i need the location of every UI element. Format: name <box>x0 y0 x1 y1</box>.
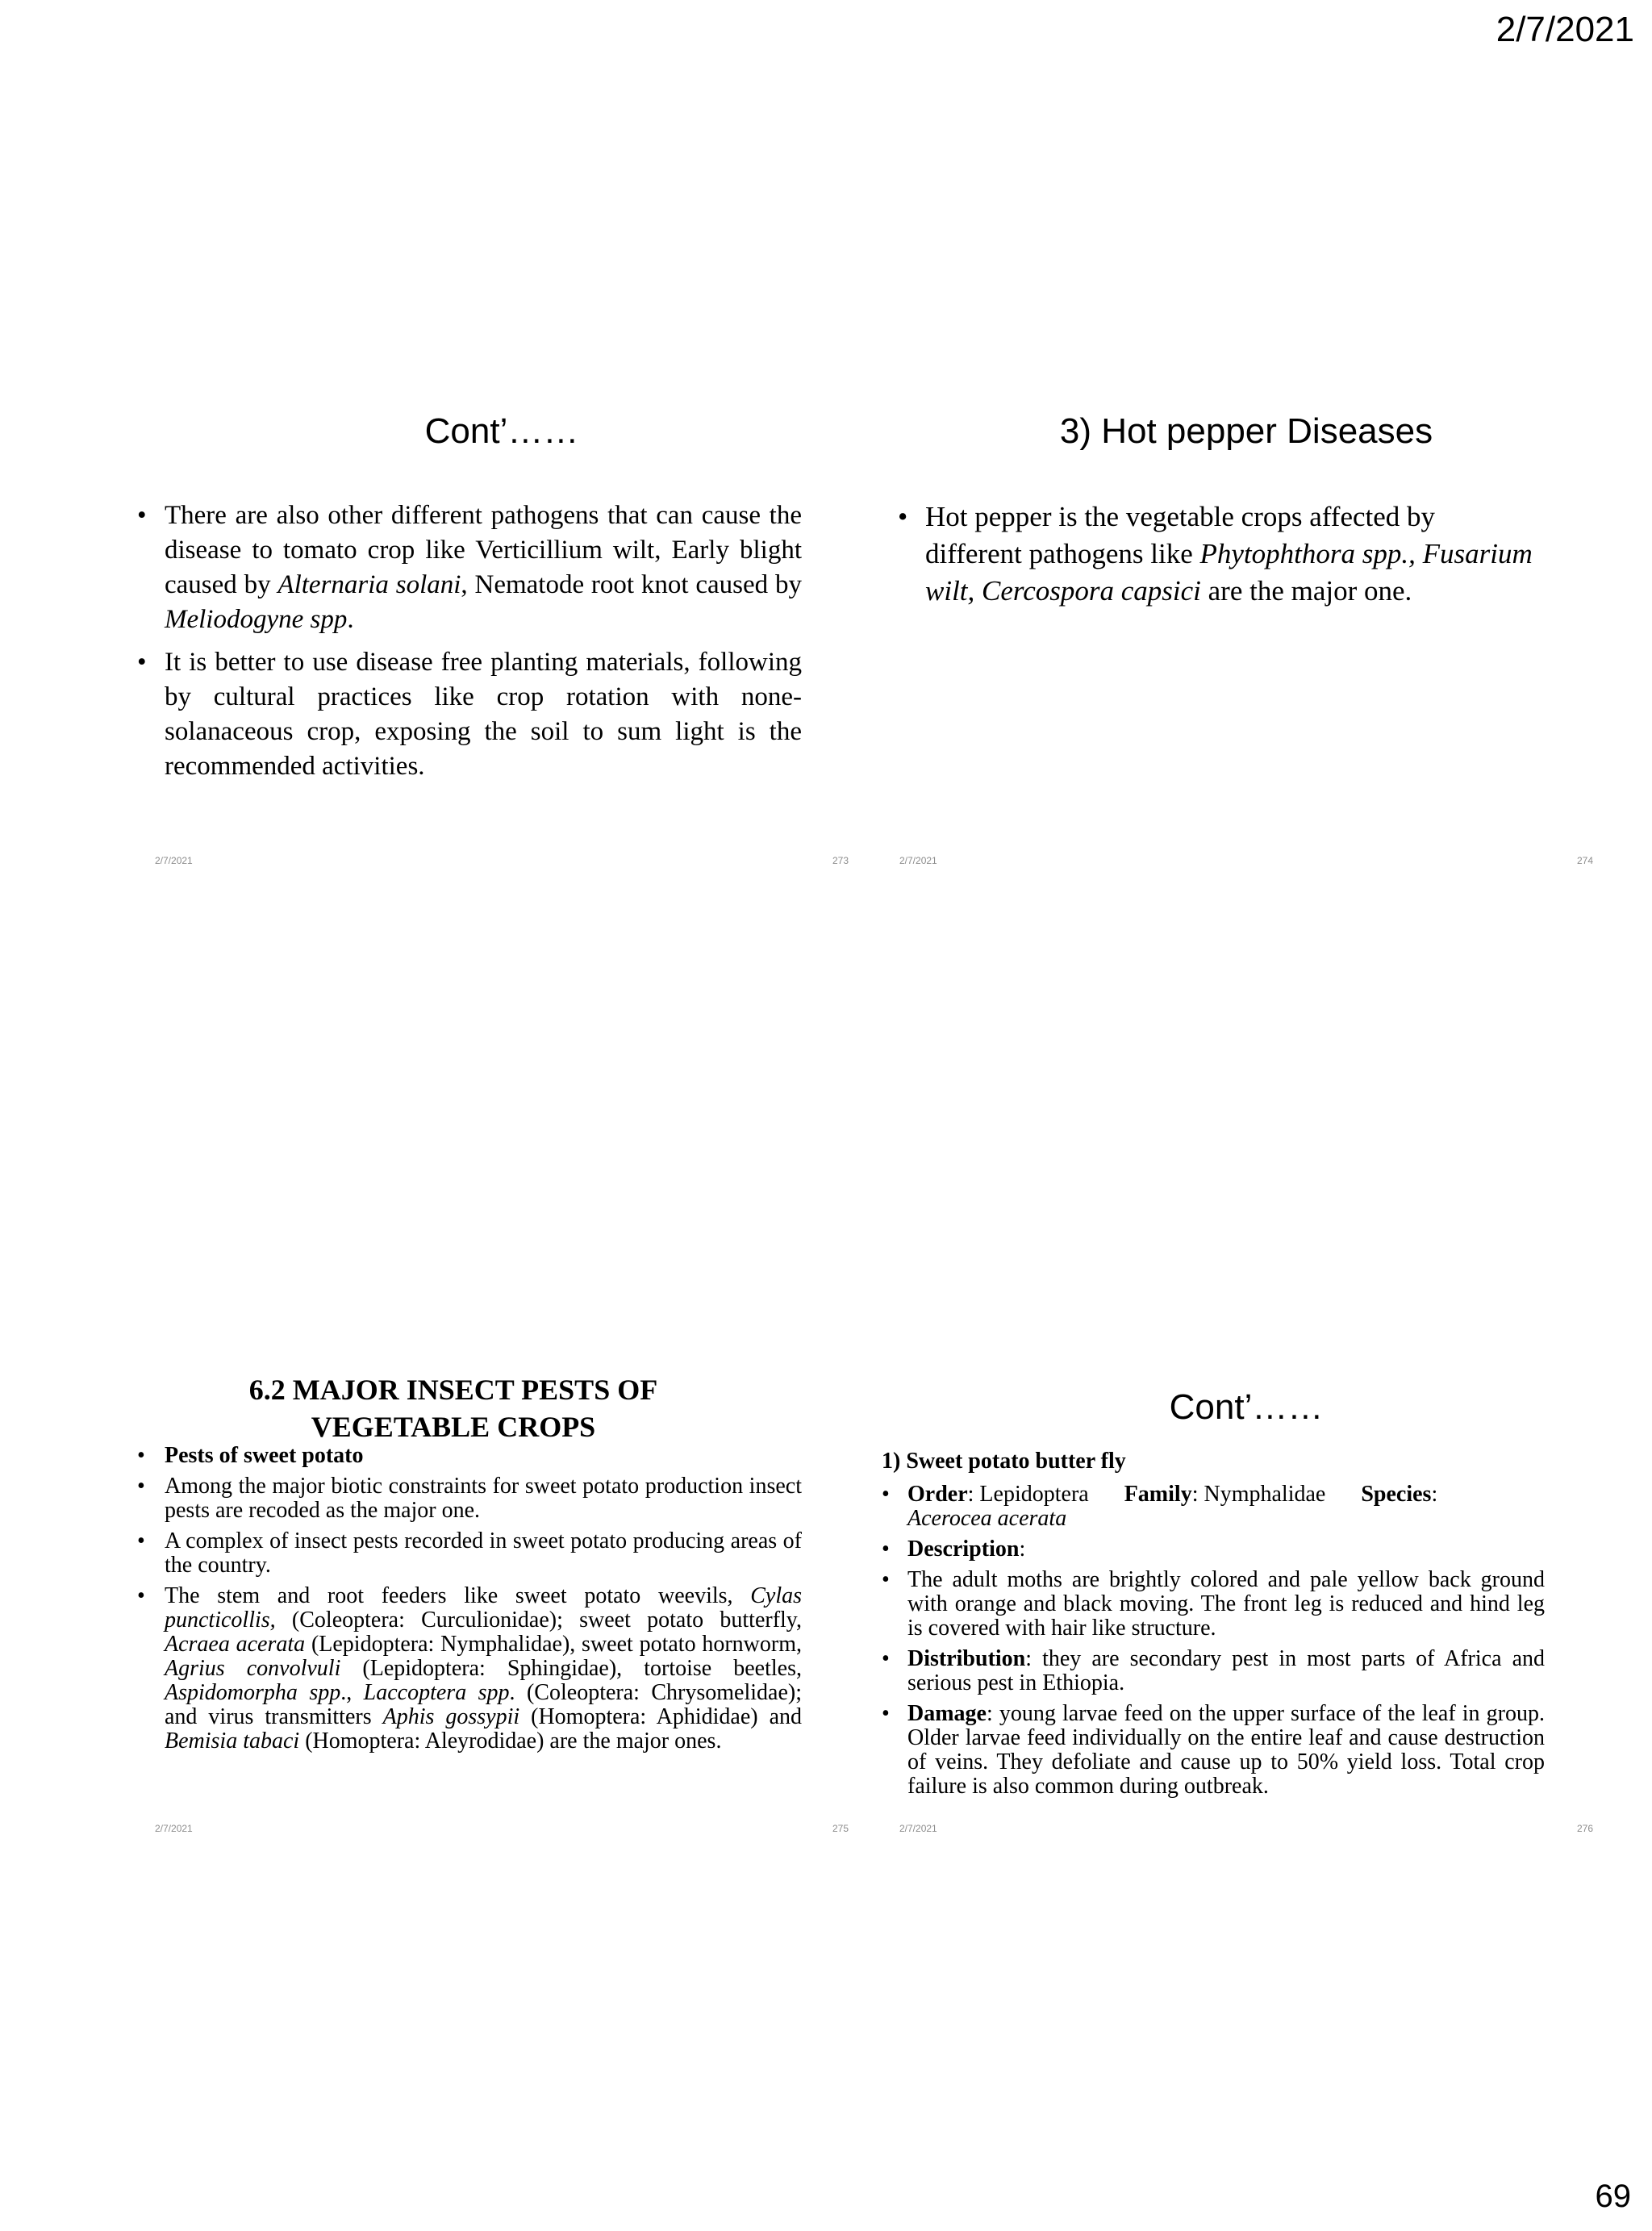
slide-number: 273 <box>832 855 849 866</box>
list-item: • The stem and root feeders like sweet potato weevils, Cylas puncticollis, (Coleoptera: Curculionidae); sweet potato butterfly, Acraea acerata (Lepidoptera: Nymphalidae), sweet potato hornworm, Agrius convolvuli (Lepidoptera: Sphingidae), tortoise beetles, Aspidomorpha spp., Laccoptera spp. (Coleoptera: Chrysomelidae); and virus transmitters Aphis gossypii (Homoptera: Aphididae) and Bemisia tabaci (Homoptera: Aleyrodidae) are the major ones. <box>165 1584 802 1754</box>
slide-number: 275 <box>832 1823 849 1834</box>
slide-number: 274 <box>1576 855 1593 866</box>
slide-275 <box>131 1371 873 1847</box>
slide-footer-date: 2/7/2021 <box>899 1823 937 1834</box>
bullet-list <box>925 498 1538 610</box>
slide-276 <box>875 1371 1617 1847</box>
section-subheading: 1) Sweet potato butter fly <box>882 1449 1126 1474</box>
slide-title: Cont’…… <box>1169 1387 1324 1427</box>
bullet-list <box>165 498 802 792</box>
list-item: • Description: <box>907 1537 1545 1562</box>
slide-footer-date: 2/7/2021 <box>155 1823 193 1834</box>
slide-footer-date: 2/7/2021 <box>155 855 193 866</box>
list-item: • Distribution: they are secondary pest in most parts of Africa and serious pest in Ethiopia. <box>907 1647 1545 1695</box>
list-item: • A complex of insect pests recorded in sweet potato producing areas of the country. <box>165 1529 802 1578</box>
list-item: • Damage: young larvae feed on the upper surface of the leaf in group. Older larvae feed individually on the entire leaf and cause destruction of veins. They defoliate and cause up to 50% yield loss. Total crop failure is also common during outbreak. <box>907 1702 1545 1799</box>
slide-number: 276 <box>1576 1823 1593 1834</box>
slide-title: 3) Hot pepper Diseases <box>1059 411 1433 451</box>
list-item: • Pests of sweet potato <box>165 1444 802 1468</box>
slide-274 <box>875 403 1617 879</box>
slide-footer-date: 2/7/2021 <box>899 855 937 866</box>
page-date: 2/7/2021 <box>1496 10 1634 49</box>
bullet-list <box>907 1482 1545 1805</box>
list-item: • It is better to use disease free planting materials, following by cultural practices like crop rotation with none-solanaceous crop, exposing the soil to sum light is the recommended activities. <box>165 645 802 784</box>
list-item: • Among the major biotic constraints for sweet potato production insect pests are recoded as the major one. <box>165 1474 802 1523</box>
slide-title: 6.2 MAJOR INSECT PESTS OF VEGETABLE CROPS <box>248 1374 658 1443</box>
slide-273 <box>131 403 873 879</box>
slide-title: Cont’…… <box>424 411 579 451</box>
list-item: • There are also other different pathogens that can cause the disease to tomato crop like Verticillium wilt, Early blight caused by Alternaria solani, Nematode root knot caused by Meliodogyne spp. <box>165 498 802 637</box>
list-item: • The adult moths are brightly colored and pale yellow back ground with orange and black moving. The front leg is reduced and hind leg is covered with hair like structure. <box>907 1568 1545 1641</box>
page-number: 69 <box>1595 2179 1631 2214</box>
bullet-list <box>165 1444 802 1760</box>
list-item: • Order: Lepidoptera Family: Nymphalidae Species: Acerocea acerata <box>907 1482 1545 1531</box>
list-item: • Hot pepper is the vegetable crops affected by different pathogens like Phytophthora spp., Fusarium wilt, Cercospora capsici are the major one. <box>925 498 1538 610</box>
